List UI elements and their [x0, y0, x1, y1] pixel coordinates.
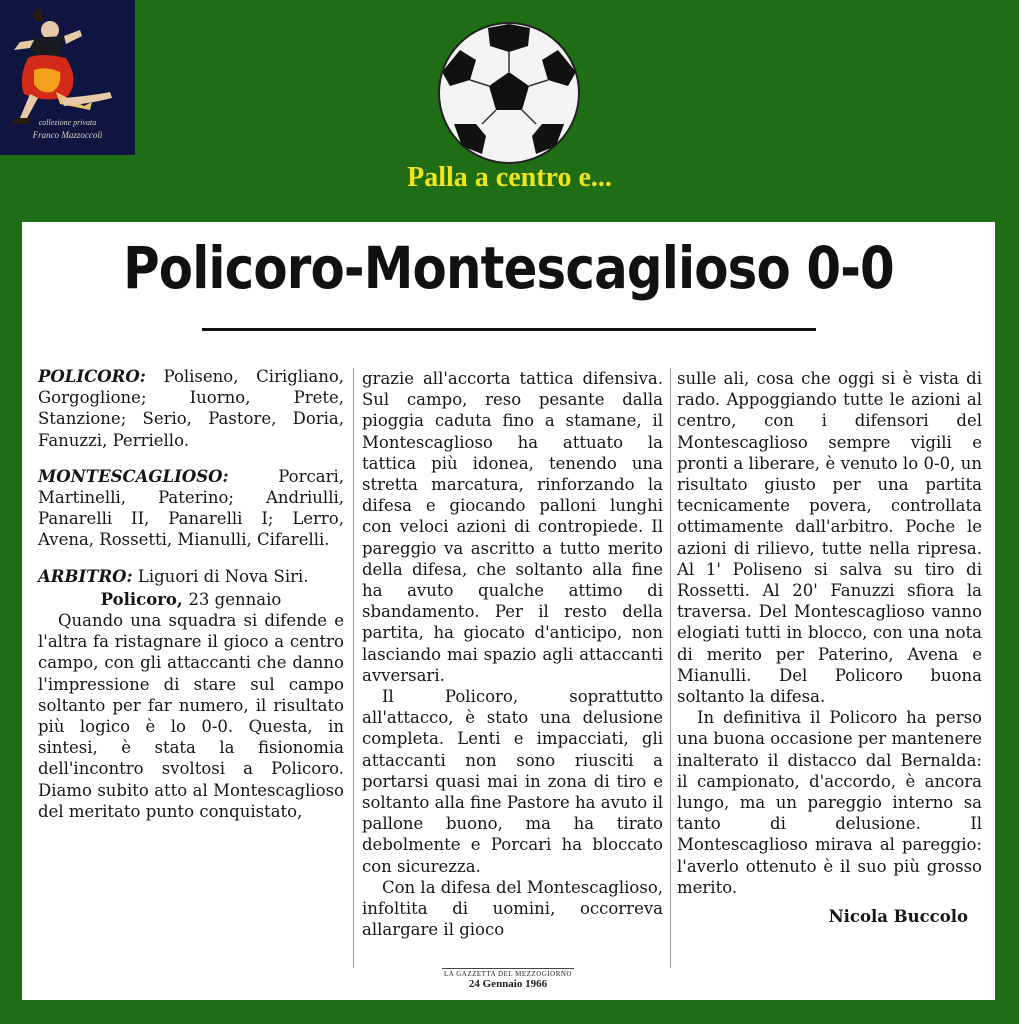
lineup-label: MONTESCAGLIOSO:: [38, 466, 229, 486]
lineup-text: Poliseno, Cirigliano, Gorgoglione; Iuorno, Prete, Stanzione; Serio, Pastore, Doria, Fanuzzi, Perriello.: [38, 367, 345, 450]
article-paragraph: In definitiva il Policoro ha perso una buona occasione per mantenere inalterato il distacco dal Bernalda: il campionato, d'accordo, è ancora lungo, ma un pareggio interno sa tanto di delusione. Il Montescaglioso mirava al pareggio: l'averlo ottenuto è il suo più grosso merito.: [677, 708, 982, 897]
headline: Palla a centro e...: [407, 162, 612, 193]
lineup-label: ARBITRO:: [38, 566, 133, 586]
article-paragraph: Con la difesa del Montescaglioso, infoltita di uomini, occorreva allargare il gioco: [362, 877, 663, 940]
lineup-montescaglioso: [38, 466, 344, 551]
source-newspaper: LA GAZZETTA DEL MEZZOGIORNO: [442, 968, 574, 978]
logo-caption-line2: Franco Mazzoccoli: [32, 130, 103, 140]
lineup-text: Porcari, Martinelli, Paterino; Andriulli, Panarelli II, Panarelli I; Lerro, Avena, Rossetti, Mianulli, Cifarelli.: [38, 466, 344, 550]
dateline: [38, 589, 344, 610]
dateline-place: Policoro,: [100, 589, 183, 609]
article-paragraph: Quando una squadra si difende e l'altra fa ristagnare il gioco a centro campo, con gli attaccanti che danno l'impressione di stare sul campo soltanto per far numero, il risultato più logico è lo 0-0. Questa, in sintesi, è stata la fisionomia dell'incontro svoltosi a Policoro. Diamo subito atto al Montescaglioso del meritato punto conquistato,: [38, 611, 344, 821]
source-credit: [442, 968, 574, 990]
title-underline: [202, 328, 816, 331]
article-column-3: [677, 368, 982, 927]
column-divider: [353, 368, 354, 968]
dateline-date: 23 gennaio: [188, 589, 282, 609]
article-paragraph: Il Policoro, soprattutto all'attacco, è stato una delusione completa. Lenti e impacciati, gli attaccanti non sono riusciti a portarsi quasi mai in zona di tiro e soltanto alla fine Pastore ha avuto il pallone buono, ma ha tirato debolmente e Porcari ha bloccato con sicurezza.: [362, 687, 663, 876]
referee-line: [38, 566, 344, 587]
article-paragraph: grazie all'accorta tattica difensiva. Sul campo, reso pesante dalla pioggia caduta fino a stamane, il Montescaglioso ha attuato la tattica più idonea, tenendo una stretta marcatura, rinforzando la difesa e giocando palloni lunghi con veloci azioni di contropiede. Il pareggio va ascritto a tutto merito della difesa, che soltanto alla fine ha avuto qualche attimo di sbandamento. Per il resto della partita, ha giocato d'anticipo, non lasciando mai spazio agli attaccanti avversari.: [362, 369, 663, 685]
logo-caption-line1: collezione privata: [38, 118, 97, 127]
newspaper-clipping: [22, 222, 995, 1000]
article-title: Policoro-Montescaglioso 0-0: [123, 234, 894, 302]
lineup-label: POLICORO:: [38, 367, 146, 386]
collection-logo: [0, 0, 135, 155]
author-signature: Nicola Buccolo: [828, 907, 968, 927]
article-column-1: [38, 366, 344, 822]
column-divider: [670, 368, 671, 968]
lineup-policoro: [38, 366, 344, 451]
article-paragraph: sulle ali, cosa che oggi si è vista di rado. Appoggiando tutte le azioni al centro, con i difensori del Montescaglioso sempre vigili e pronti a liberare, è venuto lo 0-0, un risultato giusto per una partita tecnicamente povera, controllata ottimamente dall'arbitro. Poche le azioni di rilievo, tutte nella ripresa. Al 1' Poliseno si salva su tiro di Rossetti. Al 20' Fanuzzi sfiora la traversa. Del Montescaglioso vanno elogiati tutti in blocco, con una nota di merito per Paterino, Avena e Mianulli. Del Policoro buona soltanto la difesa.: [677, 369, 982, 707]
lineup-text: Liguori di Nova Siri.: [137, 566, 309, 586]
soccer-ball-icon: [436, 20, 582, 166]
source-date: 24 Gennaio 1966: [468, 978, 548, 990]
article-column-2: [362, 368, 663, 940]
